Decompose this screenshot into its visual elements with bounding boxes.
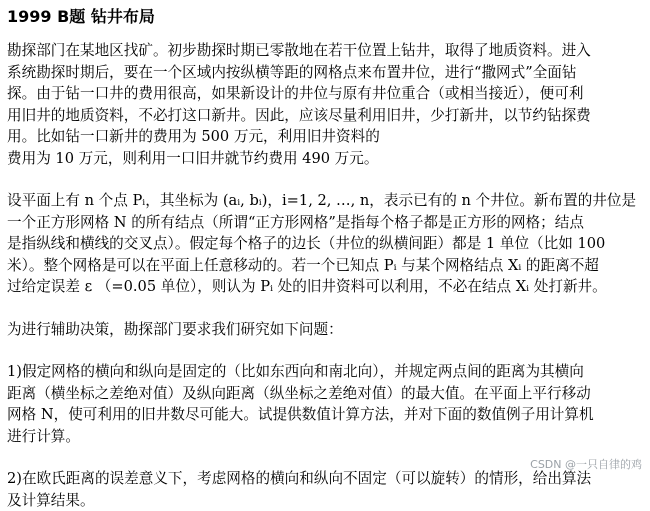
text-line: 费用为 10 万元，则利用一口旧井就节约费用 490 万元。 [7, 148, 645, 170]
document-page [7, 6, 645, 511]
text-line: 过给定误差 ε （=0.05 单位），则认为 Pᵢ 处的旧井资料可以利用，不必在结点 Xᵢ 处打新井。 [7, 276, 645, 298]
text-line: 是指纵线和横线的交叉点）。假定每个格子的边长（井位的纵横间距）都是 1 单位（比如 100 [7, 233, 645, 255]
text-line: 网格 N，使可利用的旧井数尽可能大。试提供数值计算方法，并对下面的数值例子用计算机 [7, 404, 645, 426]
paragraph-spacer [7, 340, 645, 361]
text-line: 及计算结果。 [7, 490, 645, 511]
paragraph-spacer [7, 298, 645, 319]
paragraph-request [7, 319, 645, 341]
text-line: 米）。整个网格是可以在平面上任意移动的。若一个已知点 Pᵢ 与某个网格结点 Xᵢ 的距离不超 [7, 255, 645, 277]
text-line: 勘探部门在某地区找矿。初步勘探时期已零散地在若干位置上钻井，取得了地质资料。进入 [7, 40, 645, 62]
text-line: 2)在欧氏距离的误差意义下，考虑网格的横向和纵向不固定（可以旋转）的情形，给出算法 [7, 468, 645, 490]
text-line: 用旧井的地质资料，不必打这口新井。因此，应该尽量利用旧井，少打新井，以节约钻探费 [7, 105, 645, 127]
text-line: 一个正方形网格 N 的所有结点（所谓“正方形网格”是指每个格子都是正方形的网格；结点 [7, 212, 645, 234]
text-line: 进行计算。 [7, 426, 645, 448]
text-line: 1)假定网格的横向和纵向是固定的（比如东西向和南北向），并规定两点间的距离为其横向 [7, 361, 645, 383]
text-line: 为进行辅助决策，勘探部门要求我们研究如下问题： [7, 319, 645, 341]
text-line: 设平面上有 n 个点 Pᵢ，其坐标为 (aᵢ, bᵢ)，i=1, 2, …, n，表示已有的 n 个井位。新布置的井位是 [7, 190, 645, 212]
text-line: 距离（横坐标之差绝对值）及纵向距离（纵坐标之差绝对值）的最大值。在平面上平行移动 [7, 383, 645, 405]
document-title: 1999 B题 钻井布局 [7, 6, 645, 28]
paragraph-background [7, 40, 645, 169]
text-line: 用。比如钻一口新井的费用为 500 万元，利用旧井资料的 [7, 126, 645, 148]
paragraph-question-2 [7, 468, 645, 511]
paragraph-spacer [7, 169, 645, 190]
text-line: 探。由于钻一口井的费用很高，如果新设计的井位与原有井位重合（或相当接近），便可利 [7, 83, 645, 105]
text-line: 系统勘探时期后，要在一个区域内按纵横等距的网格点来布置井位，进行“撒网式”全面钻 [7, 62, 645, 84]
csdn-watermark: CSDN @一只自律的鸡 [530, 456, 642, 472]
paragraph-setup [7, 190, 645, 298]
paragraph-question-1 [7, 361, 645, 447]
